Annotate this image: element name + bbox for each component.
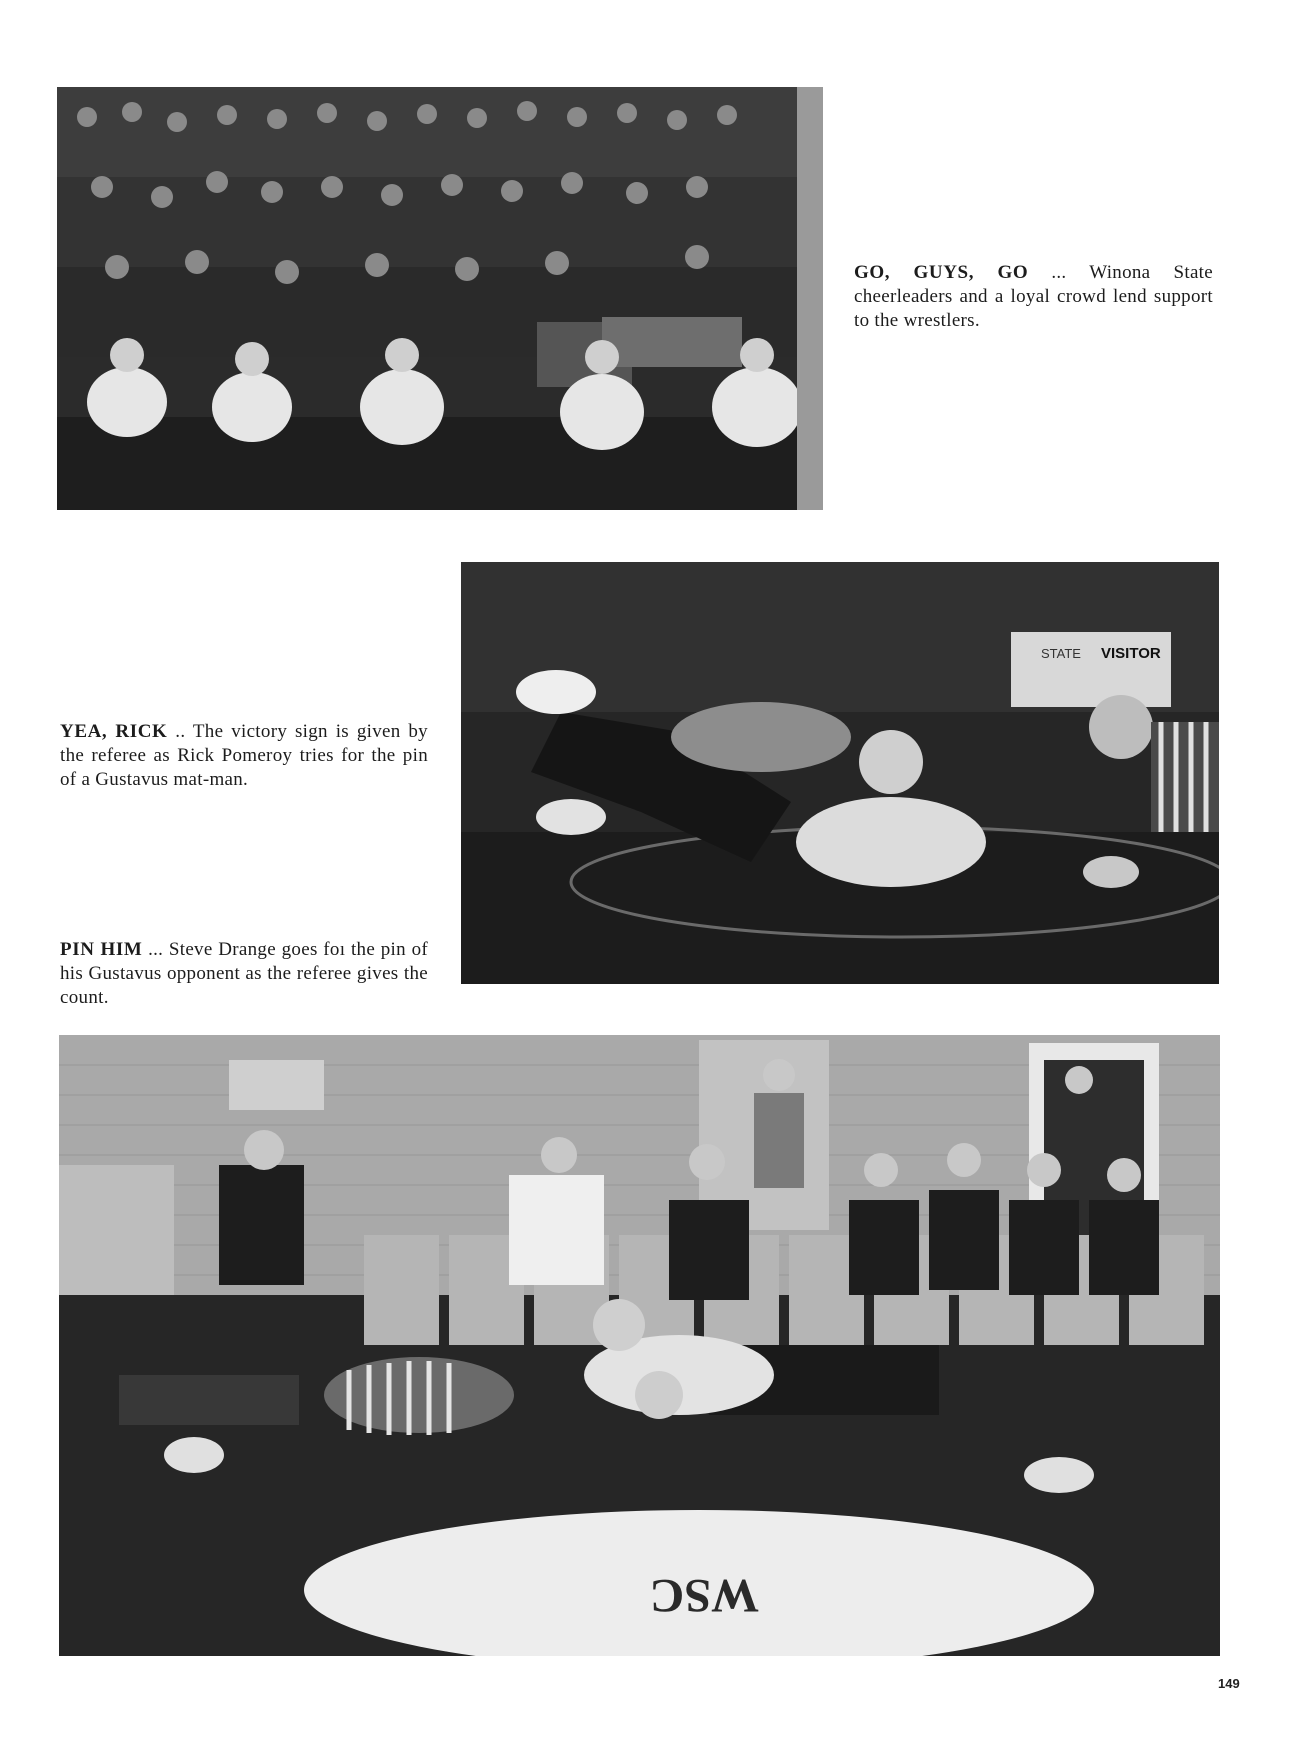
scoreboard-visitor-label: VISITOR (1101, 645, 1161, 662)
caption-pin-him (60, 938, 428, 1010)
cheerleaders-crowd-image (57, 87, 823, 510)
caption-go-guys-go-text: ... Winona State cheerleaders and a loyal crowd lend support to the wrestlers. (854, 262, 1213, 331)
caption-pin-him-lead: PIN HIM (60, 939, 143, 960)
rick-pomeroy-wrestling-photo (461, 562, 1219, 984)
caption-yea-rick-lead: YEA, RICK (60, 721, 168, 742)
rick-pomeroy-wrestling-image (461, 562, 1219, 984)
caption-yea-rick (60, 720, 428, 792)
svg-text:WSC: WSC (649, 1569, 759, 1622)
caption-go-guys-go-lead: GO, GUYS, GO (854, 262, 1029, 283)
steve-drange-pin-image (59, 1035, 1220, 1656)
caption-yea-rick-text: .. The victory sign is given by the referee as Rick Pomeroy tries for the pin of a Gustavus mat-man. (60, 721, 428, 790)
steve-drange-pin-photo (59, 1035, 1220, 1656)
caption-pin-him-text: ... Steve Drange goes foı the pin of his Gustavus opponent as the referee gives the count. (60, 939, 428, 1008)
caption-go-guys-go (854, 261, 1213, 333)
cheerleaders-crowd-photo (57, 87, 823, 510)
page-number: 149 (1218, 1676, 1240, 1691)
scoreboard-state-label: STATE (1041, 646, 1081, 661)
